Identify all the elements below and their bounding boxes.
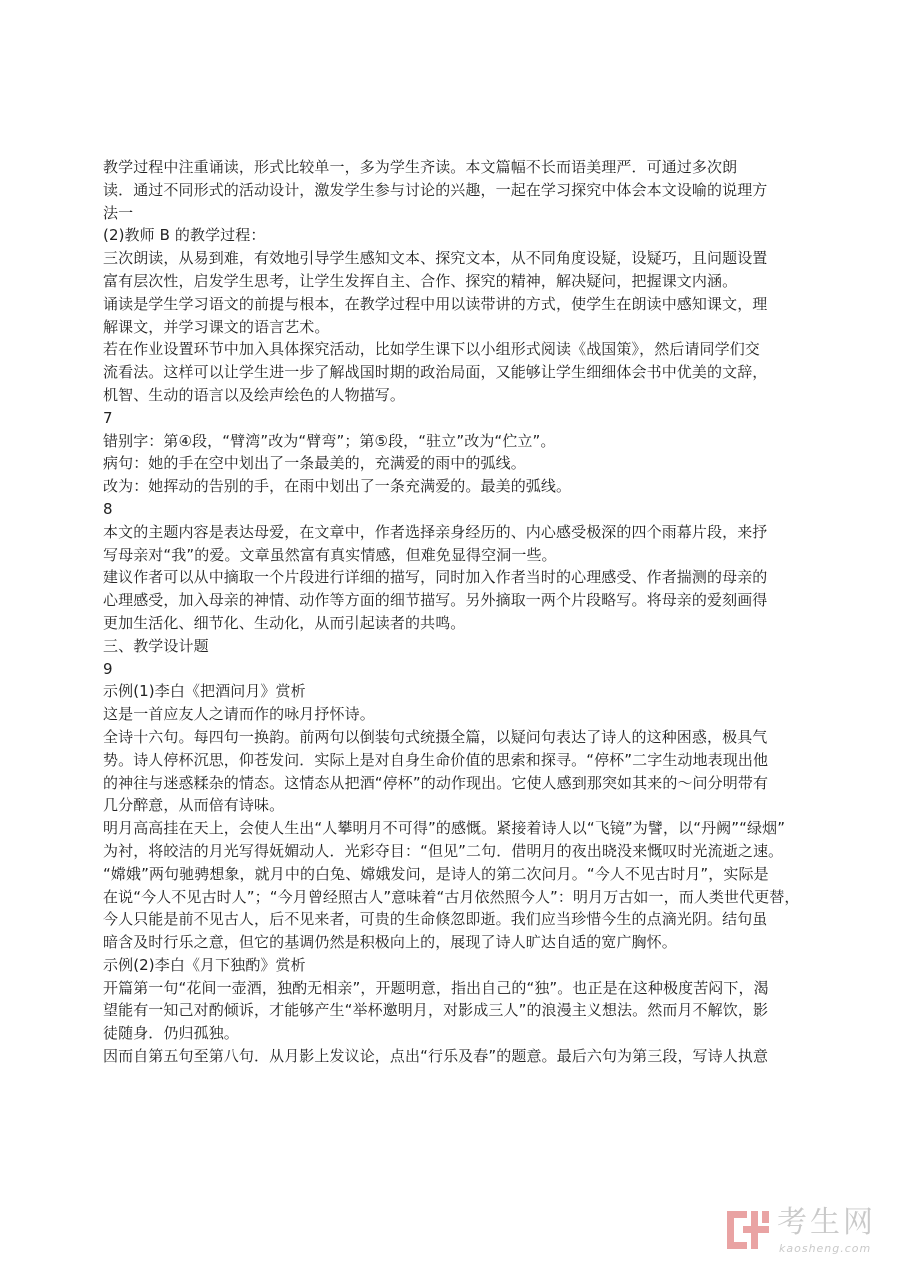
text-line: “嫦娥”两句驰骋想象，就月中的白兔、嫦娥发问，是诗人的第二次问月。“今人不见古时月”，实际是 xyxy=(103,864,769,883)
text-line: 暗含及时行乐之意，但它的基调仍然是积极向上的，展现了诗人旷达自适的宽广胸怀。 xyxy=(103,933,677,952)
text-line: 望能有一知己对酌倾诉，才能够产生“举杯邀明月，对影成三人”的浪漫主义想法。然而月不解饮，影 xyxy=(103,1001,769,1020)
text-line: 解课文，并学习课文的语言艺术。 xyxy=(103,317,330,336)
text-line: 读．通过不同形式的活动设计，激发学生参与讨论的兴趣，一起在学习探究中体会本文设喻的说理方 xyxy=(103,180,768,199)
text-line: 这是一首应友人之请而作的咏月抒怀诗。 xyxy=(103,705,375,724)
text-line: 三次朗读，从易到难，有效地引导学生感知文本、探究文本，从不同角度设疑，设疑巧，且问题设置 xyxy=(103,249,768,268)
text-line: 错别字：第④段，“臂湾”改为“臂弯”；第⑤段，“驻立”改为“伫立”。 xyxy=(103,431,556,450)
text-line: 诵读是学生学习语文的前提与根本，在教学过程中用以读带讲的方式，使学生在朗读中感知课文，理 xyxy=(103,294,768,313)
text-line: 全诗十六句。每四句一换韵。前两句以倒装句式统摄全篇，以疑问句表达了诗人的这种困惑，极具气 xyxy=(103,727,768,746)
question-number: 9 xyxy=(103,659,113,678)
text-line: 本文的主题内容是表达母爱，在文章中，作者选择亲身经历的、内心感受极深的四个雨幕片段，来抒 xyxy=(103,522,768,541)
text-line: 改为：她挥动的告别的手，在雨中划出了一条充满爱的。最美的弧线。 xyxy=(103,477,572,496)
text-line: 建议作者可以从中摘取一个片段进行详细的描写，同时加入作者当时的心理感受、作者揣测的母亲的 xyxy=(103,568,768,587)
question-number: 8 xyxy=(103,499,113,518)
example-heading: 示例(2)李白《月下独酌》赏析 xyxy=(103,955,306,974)
text-line: 开篇第一句“花间一壶酒，独酌无相亲”，开题明意，指出自己的“独”。也正是在这种极度苦闷下，渴 xyxy=(103,978,769,997)
text-line: 流看法。这样可以让学生进一步了解战国时期的政治局面，又能够让学生细细体会书中优美的文辞， xyxy=(103,363,768,382)
text-line: 若在作业设置环节中加入具体探究活动，比如学生课下以小组形式阅读《战国策》，然后请同学们交 xyxy=(103,340,760,359)
text-line: 教学过程中注重诵读，形式比较单一，多为学生齐读。本文篇幅不长而语美理严．可通过多次朗 xyxy=(103,158,738,176)
text-line: 因而自第五句至第八句．从月影上发议论，点出“行乐及春”的题意。最后六句为第三段，写诗人执意 xyxy=(103,1047,769,1066)
section-heading: 三、教学设计题 xyxy=(103,636,209,655)
text-line: 势。诗人停杯沉思，仰苍发问．实际上是对自身生命价值的思索和探寻。“停杯”二字生动地表现出他 xyxy=(103,750,769,769)
text-line: 在说“今人不见古时人”；“今月曾经照古人”意味着“古月依然照今人”：明月万古如一，而人类世代更替， xyxy=(103,887,800,906)
text-line: 的神往与迷惑糅杂的情态。这情态从把酒“停杯”的动作现出。它使人感到那突如其来的〜问分明带有 xyxy=(103,773,769,792)
text-line: 心理感受，加入母亲的神情、动作等方面的细节描写。另外摘取一两个片段略写。将母亲的爱刻画得 xyxy=(103,591,768,610)
question-number: 7 xyxy=(103,408,113,427)
text-line: 明月高高挂在天上，会使人生出“人攀明月不可得”的感慨。紧接着诗人以“飞镜”为譬，以“丹阙”“绿烟” xyxy=(103,819,786,838)
text-line: 几分醉意，从而倍有诗味。 xyxy=(103,796,285,815)
text-line: 今人只能是前不见古人，后不见来者，可贵的生命倏忽即逝。我们应当珍惜今生的点滴光阴。结句虽 xyxy=(103,910,768,929)
section-heading: (2)教师 B 的教学过程： xyxy=(103,226,266,245)
text-line: 徒随身．仍归孤独。 xyxy=(103,1024,239,1043)
text-line: 病句：她的手在空中划出了一条最美的，充满爱的雨中的弧线。 xyxy=(103,454,526,473)
text-line: 写母亲对“我”的爱。文章虽然富有真实情感，但难免显得空洞一些。 xyxy=(103,545,557,564)
text-line: 富有层次性，启发学生思考，让学生发挥自主、合作、探究的精神，解决疑问，把握课文内涵。 xyxy=(103,271,738,290)
document-body xyxy=(103,156,808,1068)
watermark-site-name: 考生网 xyxy=(777,1205,876,1240)
example-heading: 示例(1)李白《把酒问月》赏析 xyxy=(103,682,306,701)
kaosheng-watermark xyxy=(725,1205,885,1265)
text-line: 为衬，将皎洁的月光写得妩媚动人．光彩夺目：“但见”二句．借明月的夜出晓没来慨叹时光流逝之速。 xyxy=(103,841,784,860)
text-line: 机智、生动的语言以及绘声绘色的人物描写。 xyxy=(103,385,406,404)
text-line: 更加生活化、细节化、生动化，从而引起读者的共鸣。 xyxy=(103,613,466,632)
text-line: 法一 xyxy=(103,203,134,222)
watermark-url: kaosheng.com xyxy=(779,1242,872,1255)
kaosheng-logo-icon xyxy=(725,1207,771,1253)
